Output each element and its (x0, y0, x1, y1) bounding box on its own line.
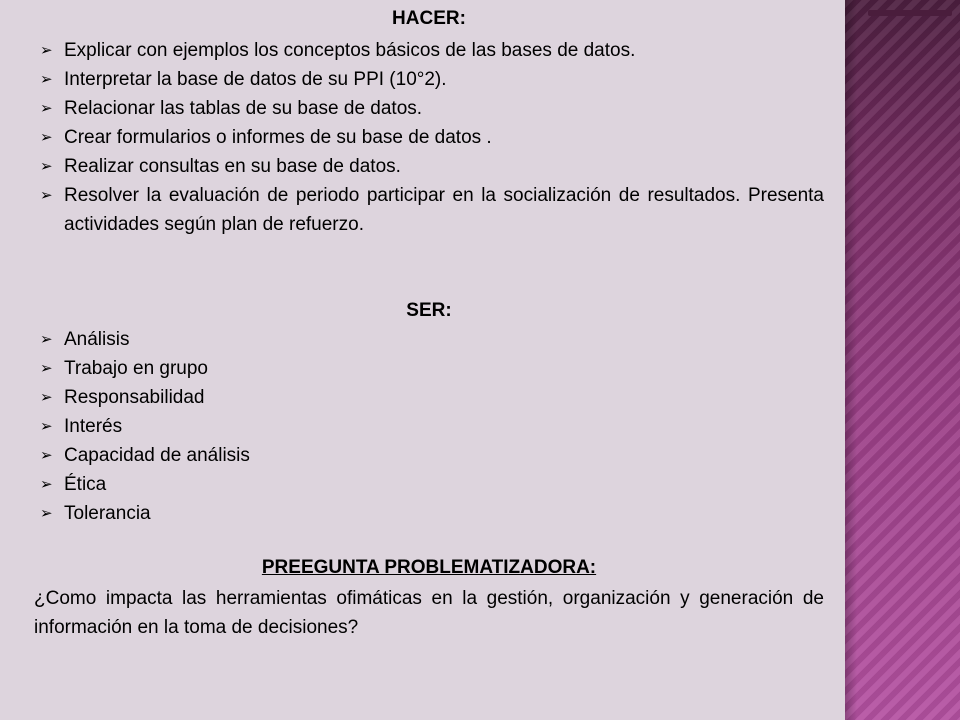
arrow-bullet-icon: ➢ (40, 447, 53, 464)
hacer-list (34, 36, 824, 239)
arrow-bullet-icon: ➢ (40, 42, 53, 59)
list-item: ➢ Trabajo en grupo (34, 354, 824, 383)
list-item: ➢ Análisis (34, 325, 824, 354)
arrow-bullet-icon: ➢ (40, 505, 53, 522)
pregunta-text: ¿Como impacta las herramientas ofimáticas en la gestión, organización y generación de información en la toma de decisiones? (34, 588, 824, 638)
decorative-band (845, 0, 960, 720)
arrow-bullet-icon: ➢ (40, 71, 53, 88)
list-item: ➢ Relacionar las tablas de su base de datos. (34, 94, 824, 123)
arrow-bullet-icon: ➢ (40, 360, 53, 377)
arrow-bullet-icon: ➢ (40, 418, 53, 435)
list-item: ➢ Capacidad de análisis (34, 441, 824, 470)
arrow-bullet-icon: ➢ (40, 100, 53, 117)
list-item: ➢ Realizar consultas en su base de datos. (34, 152, 824, 181)
list-item: ➢ Explicar con ejemplos los conceptos básicos de las bases de datos. (34, 36, 824, 65)
arrow-bullet-icon: ➢ (40, 389, 53, 406)
hacer-heading: HACER: (392, 8, 466, 29)
pregunta-heading: PREEGUNTA PROBLEMATIZADORA: (261, 557, 597, 578)
list-item: ➢ Interés (34, 412, 824, 441)
ser-heading: SER: (406, 300, 452, 321)
list-item: ➢ Ética (34, 470, 824, 499)
arrow-bullet-icon: ➢ (40, 158, 53, 175)
ser-list (34, 325, 824, 528)
arrow-bullet-icon: ➢ (40, 476, 53, 493)
decorative-top-bar (868, 10, 952, 16)
list-item: ➢ Crear formularios o informes de su base de datos . (34, 123, 824, 152)
list-item: ➢ Interpretar la base de datos de su PPI (10°2). (34, 65, 824, 94)
arrow-bullet-icon: ➢ (40, 331, 53, 348)
list-item: ➢ Resolver la evaluación de periodo participar en la socialización de resultados. Presenta actividades según plan de refuerzo. (34, 181, 824, 239)
arrow-bullet-icon: ➢ (40, 129, 53, 146)
list-item: ➢ Responsabilidad (34, 383, 824, 412)
list-item: ➢ Tolerancia (34, 499, 824, 528)
arrow-bullet-icon: ➢ (40, 187, 53, 204)
